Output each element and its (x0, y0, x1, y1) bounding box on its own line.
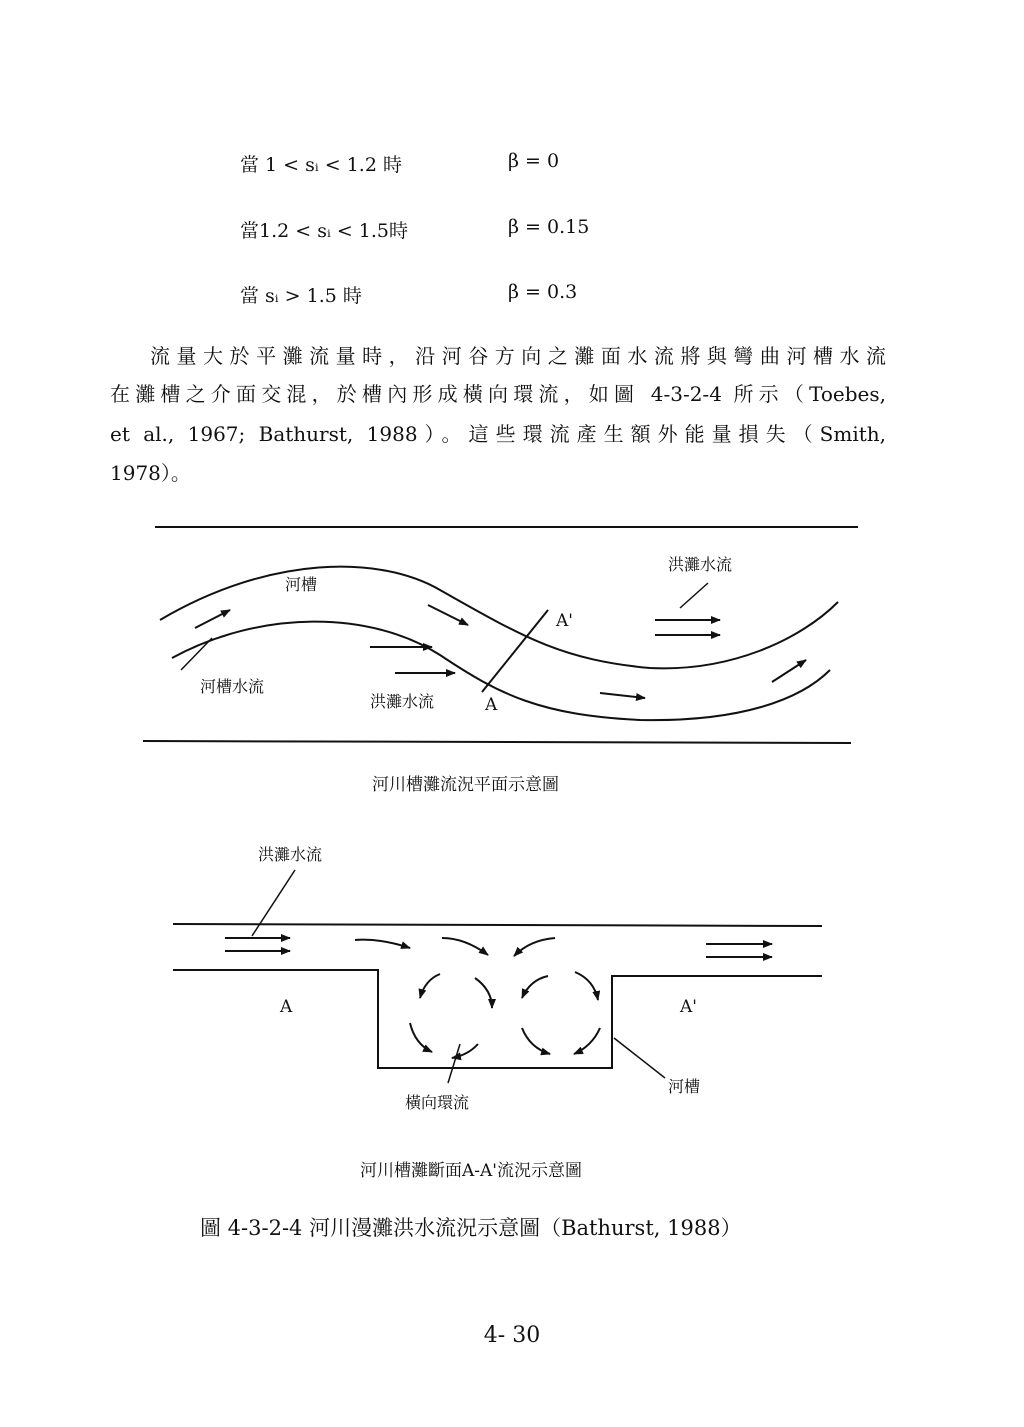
label-secondary-current: 橫向環流 (405, 1093, 470, 1112)
channel-flow-arrow (428, 605, 468, 625)
label-a-prime: A' (680, 997, 697, 1017)
paragraph-line-2: 在灘槽之介面交混，於槽內形成橫向環流，如圖 4-3-2-4 所示（Toebes, (110, 382, 886, 406)
secondary-current-arrow (575, 972, 598, 1000)
secondary-current-arrow (410, 1023, 432, 1052)
label-a: A (485, 695, 498, 715)
secondary-current-arrow (420, 974, 440, 998)
secondary-current-arrow (522, 1028, 550, 1054)
label-channel: 河槽 (285, 575, 318, 594)
paragraph-line-1: 流量大於平灘流量時，沿河谷方向之灘面水流將與彎曲河槽水流 (150, 344, 886, 368)
leader-line-flood-flow (680, 583, 708, 608)
surface-flow-arrow (442, 938, 488, 955)
channel-flow-arrow (195, 610, 230, 628)
beta-1: β = 0 (508, 150, 560, 172)
condition-2: 當1.2 < sᵢ < 1.5時 (240, 220, 409, 242)
beta-3: β = 0.3 (508, 281, 578, 303)
secondary-current-arrow (522, 976, 548, 998)
section-view-diagram (0, 830, 1024, 1120)
label-channel: 河槽 (668, 1077, 701, 1096)
secondary-current-arrow (475, 978, 492, 1008)
channel-upper-bank (160, 567, 838, 669)
channel-flow-arrow (600, 693, 645, 698)
surface-flow-arrow (514, 938, 555, 956)
plan-view-caption: 河川槽灘流況平面示意圖 (372, 775, 559, 795)
condition-3: 當 sᵢ > 1.5 時 (240, 285, 362, 307)
page-number: 4- 30 (483, 1323, 541, 1348)
channel-flow-arrow (772, 660, 806, 682)
surface-flow-arrow (355, 940, 410, 948)
leader-line-channel-flow (181, 638, 212, 670)
label-channel-flow: 河槽水流 (200, 677, 265, 696)
figure-caption: 圖 4-3-2-4 河川漫灘洪水流況示意圖（Bathurst, 1988） (200, 1216, 742, 1240)
channel-cross-section (173, 970, 822, 1068)
label-a-prime: A' (556, 611, 573, 631)
condition-1: 當 1 < sᵢ < 1.2 時 (240, 154, 402, 176)
section-line-a-a (482, 610, 548, 692)
leader-line-flood-flow (252, 870, 295, 936)
label-a: A (280, 997, 293, 1017)
leader-line-secondary (448, 1044, 460, 1083)
label-flood-flow: 洪灘水流 (258, 845, 323, 864)
floodplain-bottom-boundary (143, 741, 851, 743)
section-view-caption: 河川槽灘斷面A-A'流況示意圖 (360, 1161, 582, 1181)
label-flood-flow-bottom: 洪灘水流 (370, 692, 435, 711)
label-flood-flow-top: 洪灘水流 (668, 555, 733, 574)
leader-line-channel (614, 1038, 665, 1078)
water-surface-line (173, 924, 822, 926)
paragraph-line-4: 1978）。 (110, 461, 191, 485)
beta-2: β = 0.15 (508, 216, 590, 238)
secondary-current-arrow (574, 1028, 600, 1054)
plan-view-diagram (0, 510, 1024, 810)
paragraph-line-3: et al., 1967; Bathurst, 1988）。這些環流產生額外能量損失（Smith, (110, 422, 886, 446)
channel-lower-bank (172, 622, 830, 721)
